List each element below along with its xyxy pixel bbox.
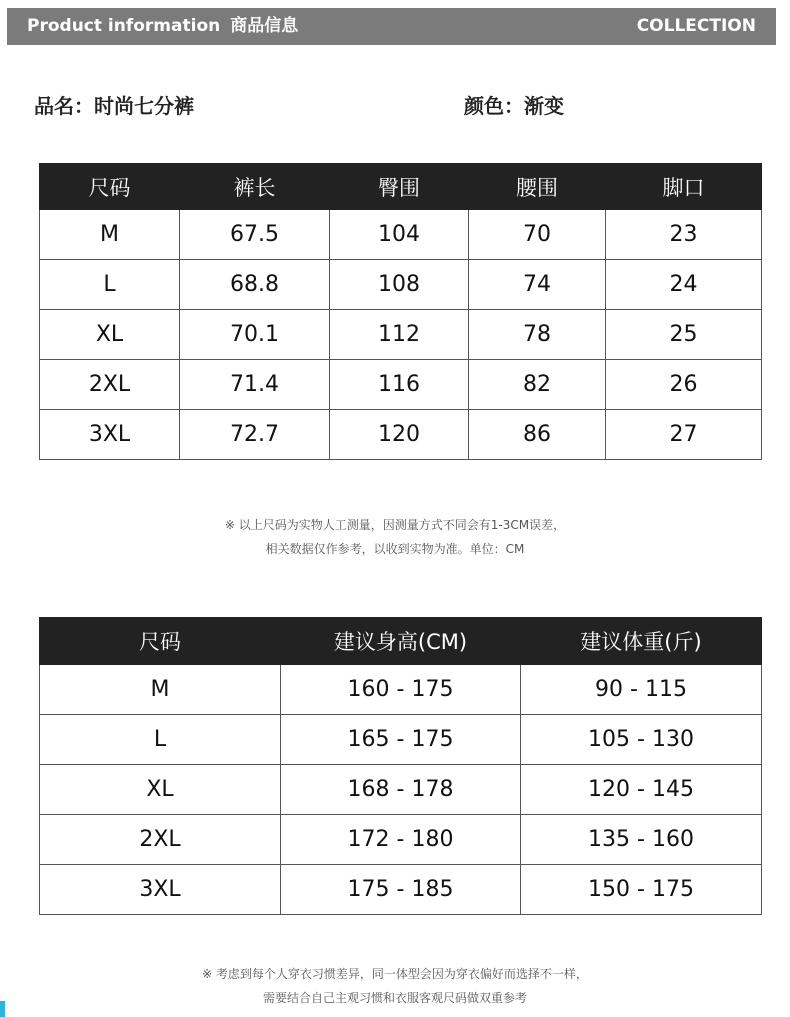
table-cell: 108 bbox=[330, 260, 469, 310]
table-cell: XL bbox=[40, 310, 180, 360]
fit-note bbox=[0, 962, 790, 1010]
table-cell: 3XL bbox=[40, 410, 180, 460]
product-color: 颜色：渐变 bbox=[464, 94, 564, 118]
header-title-en: Product information bbox=[27, 16, 221, 36]
table-cell: 70.1 bbox=[180, 310, 330, 360]
table-cell: M bbox=[40, 665, 281, 715]
table-cell: 150 - 175 bbox=[521, 865, 762, 915]
table-cell: 26 bbox=[606, 360, 762, 410]
table-row bbox=[40, 715, 762, 765]
table-row bbox=[40, 310, 762, 360]
table-cell: 2XL bbox=[40, 815, 281, 865]
table-cell: 120 bbox=[330, 410, 469, 460]
table-cell: 68.8 bbox=[180, 260, 330, 310]
table-cell: 116 bbox=[330, 360, 469, 410]
table-row bbox=[40, 260, 762, 310]
size-header-cell: 尺码 bbox=[40, 618, 281, 665]
table-cell: 135 - 160 bbox=[521, 815, 762, 865]
height-header-cell: 建议身高(CM) bbox=[281, 618, 521, 665]
accent-mark bbox=[0, 1001, 5, 1017]
header-bar bbox=[7, 8, 776, 45]
table-row bbox=[40, 865, 762, 915]
measurement-note-line1: ※ 以上尺码为实物人工测量，因测量方式不同会有1-3CM误差， bbox=[224, 518, 566, 532]
table-cell: L bbox=[40, 715, 281, 765]
waist-header-cell: 腰围 bbox=[469, 164, 606, 210]
fit-note-line1: ※ 考虑到每个人穿衣习惯差异，同一体型会因为穿衣偏好而选择不一样， bbox=[202, 967, 588, 981]
header-title bbox=[27, 8, 298, 45]
table-row bbox=[40, 210, 762, 260]
table-cell: M bbox=[40, 210, 180, 260]
table-cell: 23 bbox=[606, 210, 762, 260]
table-row bbox=[40, 665, 762, 715]
table-cell: 86 bbox=[469, 410, 606, 460]
table-cell: 120 - 145 bbox=[521, 765, 762, 815]
table-row bbox=[40, 360, 762, 410]
table-cell: 74 bbox=[469, 260, 606, 310]
table-cell: 90 - 115 bbox=[521, 665, 762, 715]
measurement-note bbox=[0, 513, 790, 561]
table-row bbox=[40, 765, 762, 815]
table-cell: 165 - 175 bbox=[281, 715, 521, 765]
measurement-note-line2: 相关数据仅作参考，以收到实物为准。单位：CM bbox=[265, 542, 525, 556]
table-cell: 2XL bbox=[40, 360, 180, 410]
table-cell: 78 bbox=[469, 310, 606, 360]
table-cell: 24 bbox=[606, 260, 762, 310]
recommendation-table bbox=[39, 617, 762, 915]
collection-label: COLLECTION bbox=[636, 16, 756, 36]
table-cell: 25 bbox=[606, 310, 762, 360]
fit-note-line2: 需要结合自己主观习惯和衣服客观尺码做双重参考 bbox=[262, 991, 527, 1005]
size-header-cell: 尺码 bbox=[40, 164, 180, 210]
table-cell: 172 - 180 bbox=[281, 815, 521, 865]
table-row bbox=[40, 815, 762, 865]
hem-header-cell: 脚口 bbox=[606, 164, 762, 210]
table-cell: 70 bbox=[469, 210, 606, 260]
table-cell: 27 bbox=[606, 410, 762, 460]
table-cell: 3XL bbox=[40, 865, 281, 915]
size-table bbox=[39, 163, 762, 460]
table-cell: 71.4 bbox=[180, 360, 330, 410]
table-cell: 82 bbox=[469, 360, 606, 410]
table-cell: XL bbox=[40, 765, 281, 815]
recommendation-table-header bbox=[40, 618, 762, 665]
table-cell: 112 bbox=[330, 310, 469, 360]
table-cell: 175 - 185 bbox=[281, 865, 521, 915]
header-title-cn: 商品信息 bbox=[230, 16, 299, 36]
length-header-cell: 裤长 bbox=[180, 164, 330, 210]
size-table-header bbox=[40, 164, 762, 210]
weight-header-cell: 建议体重(斤) bbox=[521, 618, 762, 665]
table-cell: L bbox=[40, 260, 180, 310]
table-cell: 104 bbox=[330, 210, 469, 260]
table-cell: 168 - 178 bbox=[281, 765, 521, 815]
table-cell: 105 - 130 bbox=[521, 715, 762, 765]
table-cell: 160 - 175 bbox=[281, 665, 521, 715]
product-name: 品名：时尚七分裤 bbox=[34, 94, 194, 118]
hip-header-cell: 臀围 bbox=[330, 164, 469, 210]
table-row bbox=[40, 410, 762, 460]
table-cell: 72.7 bbox=[180, 410, 330, 460]
table-cell: 67.5 bbox=[180, 210, 330, 260]
